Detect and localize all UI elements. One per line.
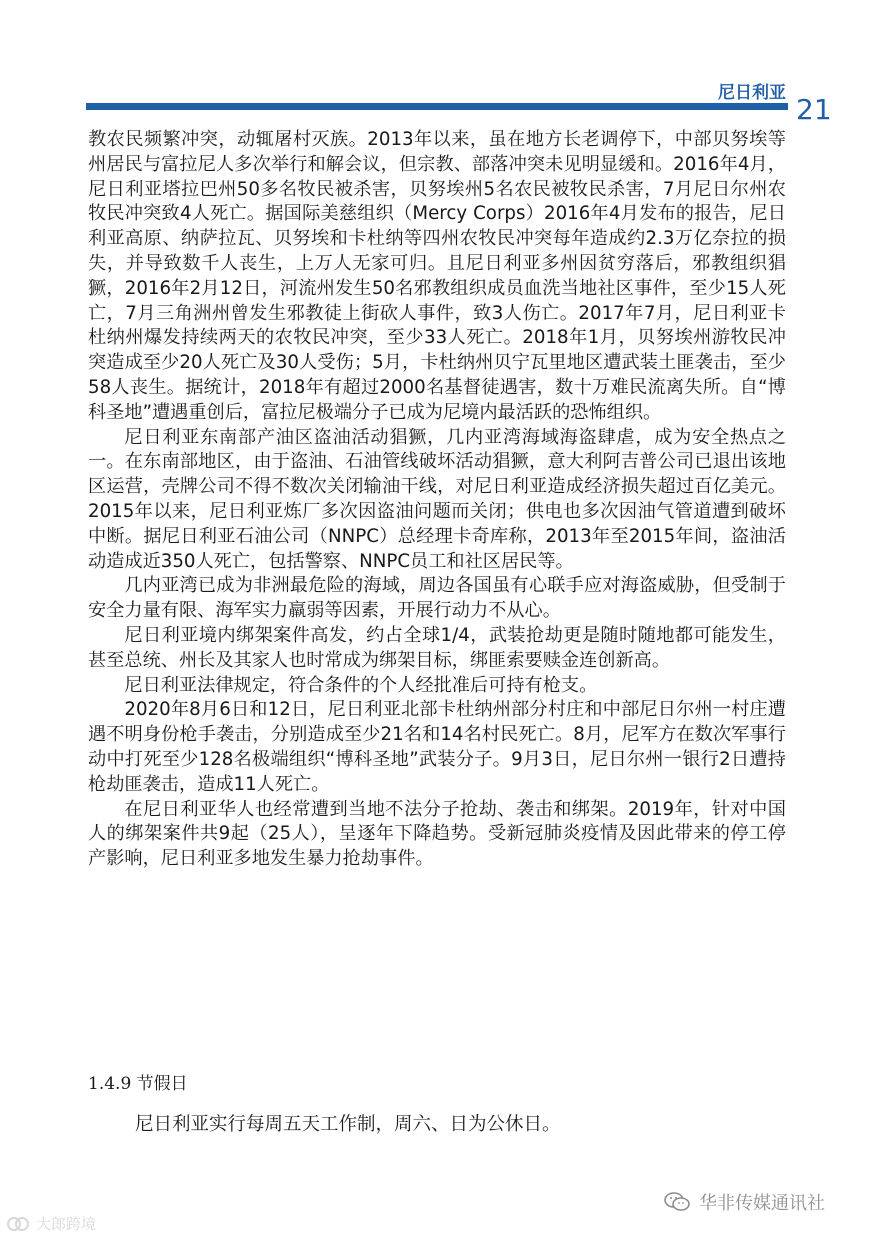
body-text [88,128,786,872]
section-heading: 1.4.9 节假日 [88,1074,188,1094]
wechat-icon [663,1191,691,1213]
brand-logo-icon [6,1215,30,1233]
watermark-right [663,1189,825,1215]
paragraph: 在尼日利亚华人也经常遭到当地不法分子抢劫、袭击和绑架。2019年，针对中国人的绑架案件共9起（25人），呈逐年下降趋势。受新冠肺炎疫情及因此带来的停工停产影响，尼日利亚多地发生暴力抢劫事件。 [88,798,786,870]
paragraph: 尼日利亚东南部产油区盗油活动猖獗，几内亚湾海域海盗肆虐，成为安全热点之一。在东南部地区，由于盗油、石油管线破坏活动猖獗，意大利阿吉普公司已退出该地区运营，壳牌公司不得不数次关闭输油干线，对尼日利亚造成经济损失超过百亿美元。2015年以来，尼日利亚炼厂多次因盗油问题而关闭；供电也多次因油气管道遭到破坏中断。据尼日利亚石油公司（NNPC）总经理卡奇库称，2013年至2015年间，盗油活动造成近350人死亡，包括警察、NNPC员工和社区居民等。 [88,426,786,572]
paragraph: 几内亚湾已成为非洲最危险的海域，周边各国虽有心联手应对海盗威胁，但受制于安全力量有限、海军实力羸弱等因素，开展行动力不从心。 [88,575,786,622]
watermark-left [6,1213,96,1234]
paragraph: 教农民频繁冲突，动辄屠村灭族。2013年以来，虽在地方长老调停下，中部贝努埃等州居民与富拉尼人多次举行和解会议，但宗教、部落冲突未见明显缓和。2016年4月，尼日利亚塔拉巴州50多名牧民被杀害，贝努埃州5名农民被牧民杀害，7月尼日尔州农牧民冲突致4人死亡。据国际美慈组织（Mercy Corps）2016年4月发布的报告，尼日利亚高原、纳萨拉瓦、贝努埃和卡杜纳等四州农牧民冲突每年造成约2.3万亿奈拉的损失，并导致数千人丧生，上万人无家可归。且尼日利亚多州因贫穷落后，邪教组织猖獗，2016年2月12日，河流州发生50名邪教组织成员血洗当地社区事件，至少15人死亡，7月三角洲州曾发生邪教徒上街砍人事件，致3人伤亡。2017年7月，尼日利亚卡杜纳州爆发持续两天的农牧民冲突，至少33人死亡。2018年1月，贝努埃州游牧民冲突造成至少20人死亡及30人受伤；5月，卡杜纳州贝宁瓦里地区遭武装土匪袭击，至少58人丧生。据统计，2018年有超过2000名基督徒遇害，数十万难民流离失所。自“博科圣地”遭遇重创后，富拉尼极端分子已成为尼境内最活跃的恐怖组织。 [88,129,786,423]
paragraph: 尼日利亚境内绑架案件高发，约占全球1/4，武装抢劫更是随时随地都可能发生，甚至总统、州长及其家人也时常成为绑架目标，绑匪索要赎金连创新高。 [88,624,786,671]
paragraph: 尼日利亚法律规定，符合条件的个人经批准后可持有枪支。 [124,674,598,696]
header-rule [86,103,788,110]
section-text: 尼日利亚实行每周五天工作制，周六、日为公休日。 [135,1114,561,1135]
watermark-left-text: 大郎跨境 [36,1215,97,1233]
watermark-right-text: 华非传媒通讯社 [699,1193,825,1214]
paragraph: 2020年8月6日和12日，尼日利亚北部卡杜纳州部分村庄和中部尼日尔州一村庄遭遇不明身份枪手袭击，分别造成至少21名和14名村民死亡。8月，尼军方在数次军事行动中打死至少128名极端组织“博科圣地”武装分子。9月3日，尼日尔州一银行2日遭持枪劫匪袭击，造成11人死亡。 [88,699,786,795]
header-title: 尼日利亚 [718,83,786,103]
page-number: 21 [796,93,832,126]
